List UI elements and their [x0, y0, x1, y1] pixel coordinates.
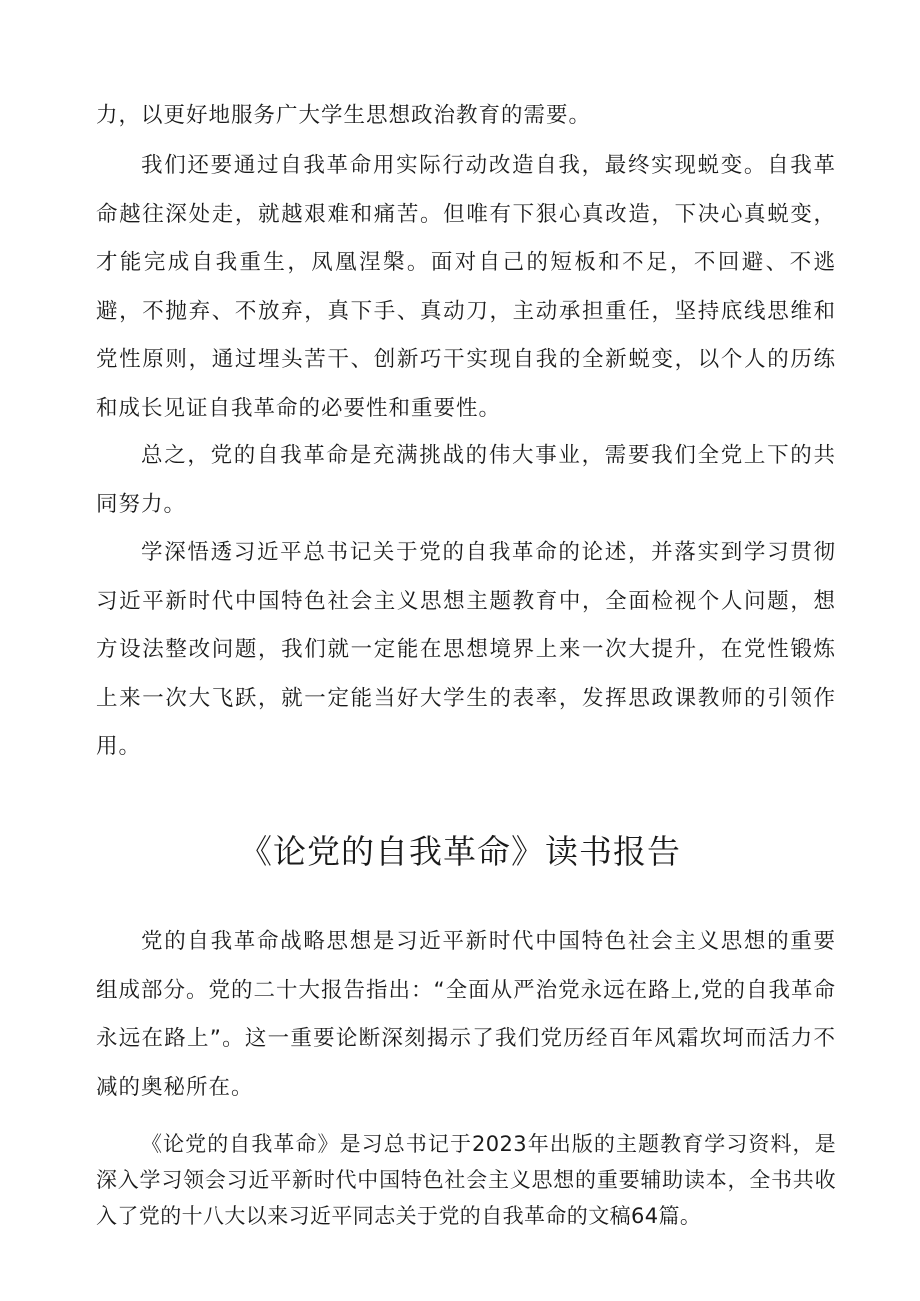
paragraph-continuation: 力，以更好地服务广大学生思想政治教育的需要。 [96, 103, 592, 128]
paragraph-strategic-thought: 党的自我革命战略思想是习近平新时代中国特色社会主义思想的重要组成部分。党的二十大报告指出：“全面从严治党永远在路上,党的自我革命永远在路上”。这一重要论断深刻揭示了我们党历经百年风霜坎坷而活力不减的奥秘所在。 [96, 929, 836, 1100]
paragraph-self-revolution-action: 我们还要通过自我革命用实际行动改造自我，最终实现蜕变。自我革命越往深处走，就越艰难和痛苦。但唯有下狠心真改造，下决心真蜕变，才能完成自我重生，凤凰涅槃。面对自己的短板和不足，不回避、不逃避，不抛弃、不放弃，真下手、真动刀，主动承担重任，坚持底线思维和党性原则，通过埋头苦干、创新巧干实现自我的全新蜕变，以个人的历练和成长见证自我革命的必要性和重要性。 [96, 153, 836, 421]
paragraph-book-intro: 《论党的自我革命》是习总书记于2023年出版的主题教育学习资料，是深入学习领会习近平新时代中国特色社会主义思想的重要辅助读本，全书共收入了党的十八大以来习近平同志关于党的自我革命的文稿64篇。 [96, 1132, 836, 1228]
report-title: 《论党的自我革命》读书报告 [239, 832, 681, 871]
paragraph-conclusion: 总之，党的自我革命是充满挑战的伟大事业，需要我们全党上下的共同努力。 [96, 443, 836, 517]
paragraph-study-summary: 学深悟透习近平总书记关于党的自我革命的论述，并落实到学习贯彻习近平新时代中国特色社会主义思想主题教育中，全面检视个人问题，想方设法整改问题，我们就一定能在思想境界上来一次大提升，在党性锻炼上来一次大飞跃，就一定能当好大学生的表率，发挥思政课教师的引领作用。 [96, 540, 836, 759]
